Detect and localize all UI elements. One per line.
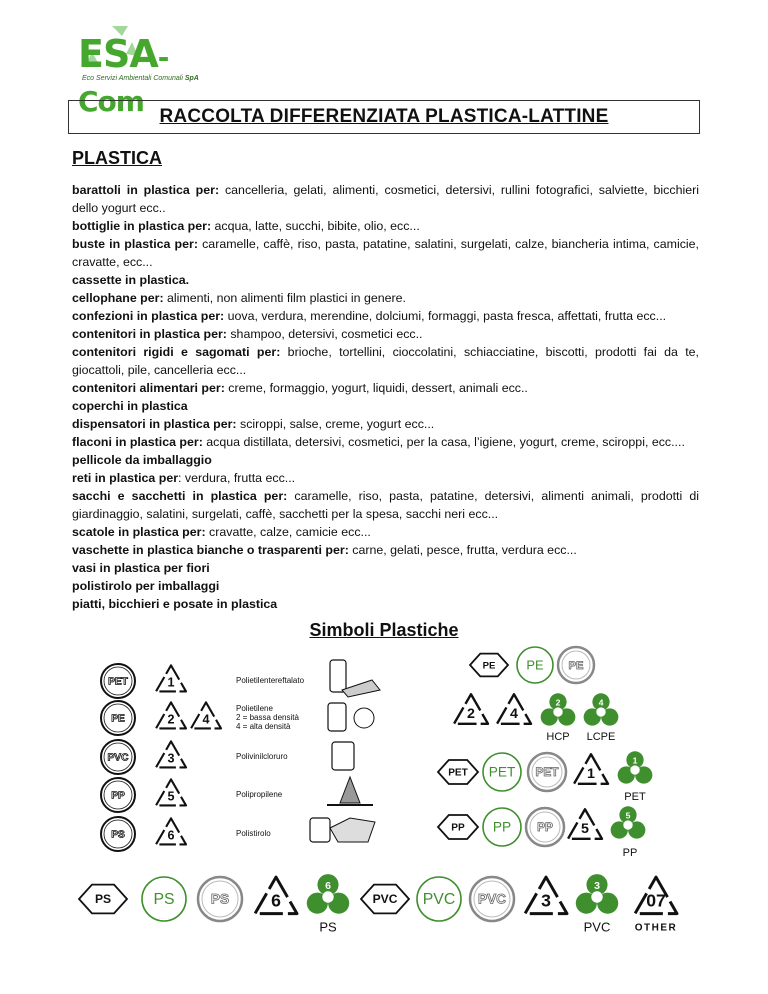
material-description: 4 = alta densità [236,722,291,732]
item-text: brioche, tortellini, cioccolatini, schiacciatine, biscotti, prodotti fai da te, giocattoli, pile, cancelleria ecc... [72,345,699,377]
page-title: RACCOLTA DIFFERENZIATA PLASTICA-LATTINE [159,106,609,127]
bottle-pictogram [342,680,380,697]
code-label: LCPE [586,730,616,743]
badge-label: PET [108,676,128,688]
item-label: contenitori rigidi e sagomati per: [72,345,281,359]
item-label: reti in plastica per [72,471,179,485]
item-label: cassette in plastica. [72,273,190,287]
section-heading: PLASTICA [72,148,162,168]
code-label: PET [624,790,646,803]
cone-pictogram [340,777,360,803]
item-label: vaschette in plastica bianche o trasparenti per: [72,543,349,557]
item-text: caramelle, caffè, riso, pasta, patatine, salatini, surgelati, calze, biancheria intima, camicie, cravatte, ecc... [72,237,700,269]
triangle-number: 07 [646,890,666,911]
badge-label: PE [526,657,544,673]
badge-label: PP [111,790,125,802]
item-text: caramelle, riso, pasta, patatine, detersivi, alimenti animali, prodotti di giardinaggio, salatini, surgelati, caffè, sacchetti per la spesa, sacchi neri ecc... [72,489,699,521]
item-text: sciroppi, salse, creme, yogurt ecc... [236,417,435,431]
recycle-number: 5 [625,810,631,821]
code-label: PVC [583,919,611,935]
item-label: vasi in plastica per fiori [72,561,210,575]
badge-label: PVC [477,891,507,907]
item-label: dispensatori in plastica per: [72,417,237,431]
item-text: uova, verdura, merendine, dolciumi, formaggi, pasta fresca, affettati, frutta ecc... [224,309,667,323]
item-label: polistirolo per imballaggi [72,579,220,593]
triangle-number: 1 [587,766,595,783]
hexagon-label: PET [448,767,468,779]
recycle-number: 1 [632,755,638,766]
triangle-number: 2 [467,706,475,723]
item-label: contenitori alimentari per: [72,381,225,395]
triangle-number: 6 [167,828,175,843]
foam-pictogram [330,818,375,842]
hexagon-label: PE [482,660,496,672]
item-label: buste in plastica per: [72,237,198,251]
hexagon-label: PVC [372,892,398,907]
badge-label: PP [492,819,512,835]
item-text: shampoo, detersivi, cosmetici ecc.. [226,327,423,341]
item-label: confezioni in plastica per: [72,309,225,323]
recycle-number: 2 [555,697,561,708]
item-text: acqua, latte, succhi, bibite, olio, ecc... [211,219,420,233]
material-description: Polipropilene [236,790,283,800]
logo-subtitle: Eco Servizi Ambientali Comunali SpA [82,75,199,82]
item-text: creme, formaggio, yogurt, liquidi, dessert, animali ecc.. [224,381,528,395]
triangle-number: 4 [202,712,210,727]
material-description: Polistirolo [236,829,271,839]
box-pictogram [310,818,330,842]
recycle-number: 3 [594,880,600,893]
item-label: pellicole da imballaggio [72,453,212,467]
material-description: Polietilentereftalato [236,676,305,686]
item-label: cellophane per: [72,291,164,305]
badge-label: PET [488,764,516,780]
item-label: flaconi in plastica per: [72,435,203,449]
item-label: barattoli in plastica per: [72,183,220,197]
badge-label: PVC [422,891,456,909]
recycle-number: 4 [598,697,604,708]
item-text: carne, gelati, pesce, frutta, verdura ecc... [348,543,577,557]
jerrycan-pictogram [332,742,354,770]
item-text: acqua distillata, detersivi, cosmetici, per la casa, l’igiene, yogurt, creme, sciroppi, ecc.... [202,435,685,449]
triangle-number: 5 [167,789,175,804]
badge-label: PS [153,891,175,909]
badge-label: PVC [107,752,129,764]
item-label: scatole in plastica per: [72,525,206,539]
material-description: Polivinilcloruro [236,752,288,762]
item-label: piatti, bicchieri e posate in plastica [72,597,278,611]
badge-label: PS [111,829,125,841]
badge-label: PS [210,891,230,907]
material-description: Polietilene [236,704,273,714]
hexagon-label: PS [94,892,112,907]
item-text: : verdura, frutta ecc... [178,471,296,485]
triangle-number: 2 [167,712,175,727]
triangle-number: 4 [510,706,518,723]
code-label: PS [319,919,337,935]
item-label: bottiglie in plastica per: [72,219,212,233]
triangle-number: 6 [271,890,281,911]
item-label: contenitori in plastica per: [72,327,227,341]
badge-label: PE [111,713,125,725]
badge-label: PET [535,766,559,780]
triangle-number: 5 [581,821,589,838]
triangle-number: 3 [541,890,551,911]
item-label: coperchi in plastica [72,399,188,413]
recycle-number: 6 [325,880,331,893]
triangle-number: 1 [167,675,175,690]
item-label: sacchi e sacchetti in plastica per: [72,489,288,503]
symbols-title: Simboli Plastiche [309,620,459,640]
badge-label: PE [568,659,584,672]
code-label: HCP [546,730,570,743]
item-text: alimenti, non alimenti film plastici in genere. [163,291,406,305]
hexagon-label: PP [451,822,465,834]
item-text: cancelleria, gelati, alimenti, cosmetici, detersivi, rullini fotografici, salviette, bicchieri dello yogurt ecc.. [72,183,699,215]
bottle-pictogram [328,703,346,731]
triangle-number: 3 [167,751,175,766]
logo-wordmark: ESA-Com [78,32,169,118]
bottle-pictogram [330,660,346,692]
tape-roll-pictogram [354,708,374,728]
badge-label: PP [537,821,553,835]
code-label: OTHER [634,922,678,934]
item-text: cravatte, calze, camicie ecc... [205,525,371,539]
code-label: PP [622,846,638,859]
material-description: 2 = bassa densità [236,713,299,723]
